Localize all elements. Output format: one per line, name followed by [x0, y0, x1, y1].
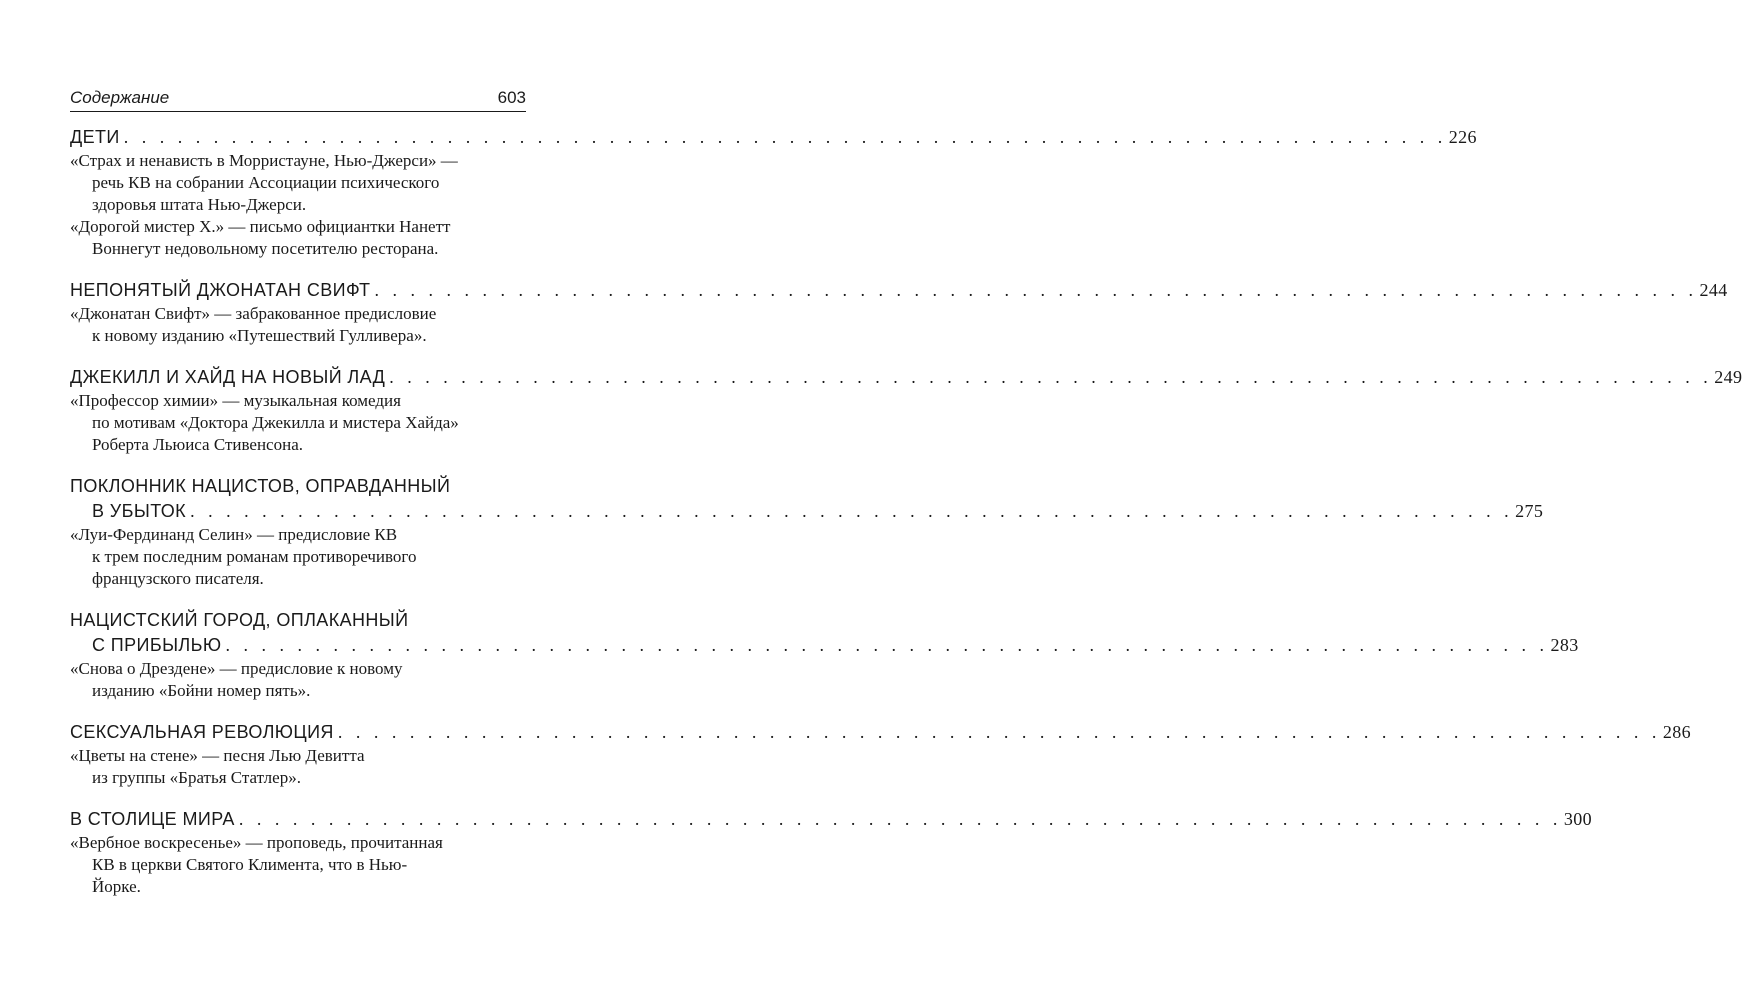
entry-line: «Джонатан Свифт» — забракованное предисловие [70, 304, 437, 323]
entry-line: к новому изданию «Путешествий Гулливера». [92, 326, 427, 345]
toc-entry [70, 216, 526, 260]
section-title: СЕКСУАЛЬНАЯ РЕВОЛЮЦИЯ [70, 722, 334, 742]
toc-entry [70, 390, 526, 456]
dot-leader: . . . . . . . . . . . . . . . . . . . . . . . . . . . . . . . . . . . . . . . . . . . . . . . . . . . . . . . . . . . . . . . . . . . . . . . . . . [238, 809, 1562, 829]
entry-line: Воннегут недовольному посетителю ресторана. [92, 239, 439, 258]
entry-line: к трем последним романам противоречивого [92, 547, 417, 566]
toc-section [70, 365, 1742, 456]
entry-line: «Луи-Фердинанд Селин» — предисловие КВ [70, 525, 398, 544]
entry-line: Йорке. [92, 877, 141, 896]
section-title: В СТОЛИЦЕ МИРА [70, 809, 235, 829]
toc-entry [70, 524, 526, 590]
section-page-number: 286 [1662, 722, 1692, 742]
section-heading[interactable] [70, 125, 1477, 150]
section-page-number: 249 [1714, 367, 1742, 387]
entry-line: КВ в церкви Святого Климента, что в Нью- [92, 855, 408, 874]
entry-line: по мотивам «Доктора Джекилла и мистера Хайда» [92, 413, 459, 432]
section-page-number: 226 [1448, 127, 1477, 147]
entry-line: речь КВ на собрании Ассоциации психического [92, 173, 440, 192]
header-rule [70, 111, 526, 112]
toc-entry [70, 150, 526, 216]
section-heading[interactable] [70, 608, 1579, 658]
toc-entry [70, 658, 526, 702]
section-page-number: 244 [1699, 280, 1728, 300]
toc-section [70, 608, 1579, 702]
section-heading[interactable] [70, 807, 1593, 832]
section-page-number: 283 [1550, 635, 1579, 655]
toc-entry [70, 745, 526, 789]
section-title-continuation: С ПРИБЫЛЬЮ [92, 635, 222, 655]
toc-section [70, 807, 1593, 898]
entry-line: «Страх и ненависть в Морристауне, Нью-Джерси» — [70, 151, 458, 170]
entry-line: «Вербное воскресенье» — проповедь, прочитанная [70, 833, 443, 852]
section-heading[interactable] [70, 720, 1692, 745]
entry-line: «Цветы на стене» — песня Лью Девитта [70, 746, 365, 765]
section-title: НЕПОНЯТЫЙ ДЖОНАТАН СВИФТ [70, 280, 371, 300]
toc-section [70, 125, 1477, 260]
section-title: ДЕТИ [70, 127, 120, 147]
entry-line: «Снова о Дрездене» — предисловие к новому [70, 659, 403, 678]
section-heading[interactable] [70, 474, 1544, 524]
toc-section [70, 720, 1692, 789]
toc-section [70, 278, 1728, 347]
dot-leader: . . . . . . . . . . . . . . . . . . . . . . . . . . . . . . . . . . . . . . . . . . . . . . . . . . . . . . . . . . . . . . . . . . . . . . . . . . [337, 722, 1661, 742]
section-title: ДЖЕКИЛЛ И ХАЙД НА НОВЫЙ ЛАД [70, 367, 386, 387]
table-of-contents [70, 125, 1742, 916]
dot-leader: . . . . . . . . . . . . . . . . . . . . . . . . . . . . . . . . . . . . . . . . . . . . . . . . . . . . . . . . . . . . . . . . . . . . . . . . . . [225, 635, 1549, 655]
section-page-number: 275 [1515, 501, 1544, 521]
toc-entry [70, 303, 526, 347]
running-head [70, 85, 526, 111]
dot-leader: . . . . . . . . . . . . . . . . . . . . . . . . . . . . . . . . . . . . . . . . . . . . . . . . . . . . . . . . . . . . . . . . . . . . . . . . . . [190, 501, 1514, 521]
running-title: Содержание [70, 88, 170, 107]
dot-leader: . . . . . . . . . . . . . . . . . . . . . . . . . . . . . . . . . . . . . . . . . . . . . . . . . . . . . . . . . . . . . . . . . . . . . . . . . . [389, 367, 1713, 387]
section-title: ПОКЛОННИК НАЦИСТОВ, ОПРАВДАННЫЙ [70, 476, 451, 496]
entry-line: «Профессор химии» — музыкальная комедия [70, 391, 401, 410]
dot-leader: . . . . . . . . . . . . . . . . . . . . . . . . . . . . . . . . . . . . . . . . . . . . . . . . . . . . . . . . . . . . . . . . . . . . . . . . . . [123, 127, 1447, 147]
section-heading[interactable] [70, 278, 1728, 303]
section-heading-continuation [70, 499, 1544, 524]
dot-leader: . . . . . . . . . . . . . . . . . . . . . . . . . . . . . . . . . . . . . . . . . . . . . . . . . . . . . . . . . . . . . . . . . . . . . . . . . . [374, 280, 1698, 300]
entry-line: Роберта Льюиса Стивенсона. [92, 435, 303, 454]
section-title-continuation: В УБЫТОК [92, 501, 187, 521]
section-page-number: 300 [1563, 809, 1593, 829]
entry-line: «Дорогой мистер Х.» — письмо официантки Нанетт [70, 217, 451, 236]
entry-line: изданию «Бойни номер пять». [92, 681, 311, 700]
section-heading-continuation [70, 633, 1579, 658]
toc-section [70, 474, 1544, 590]
section-title: НАЦИСТСКИЙ ГОРОД, ОПЛАКАННЫЙ [70, 610, 409, 630]
entry-line: здоровья штата Нью-Джерси. [92, 195, 307, 214]
entry-line: французского писателя. [92, 569, 264, 588]
entry-line: из группы «Братья Статлер». [92, 768, 301, 787]
book-page [70, 0, 1742, 1000]
page-number: 603 [497, 88, 526, 107]
section-heading[interactable] [70, 365, 1742, 390]
toc-entry [70, 832, 526, 898]
